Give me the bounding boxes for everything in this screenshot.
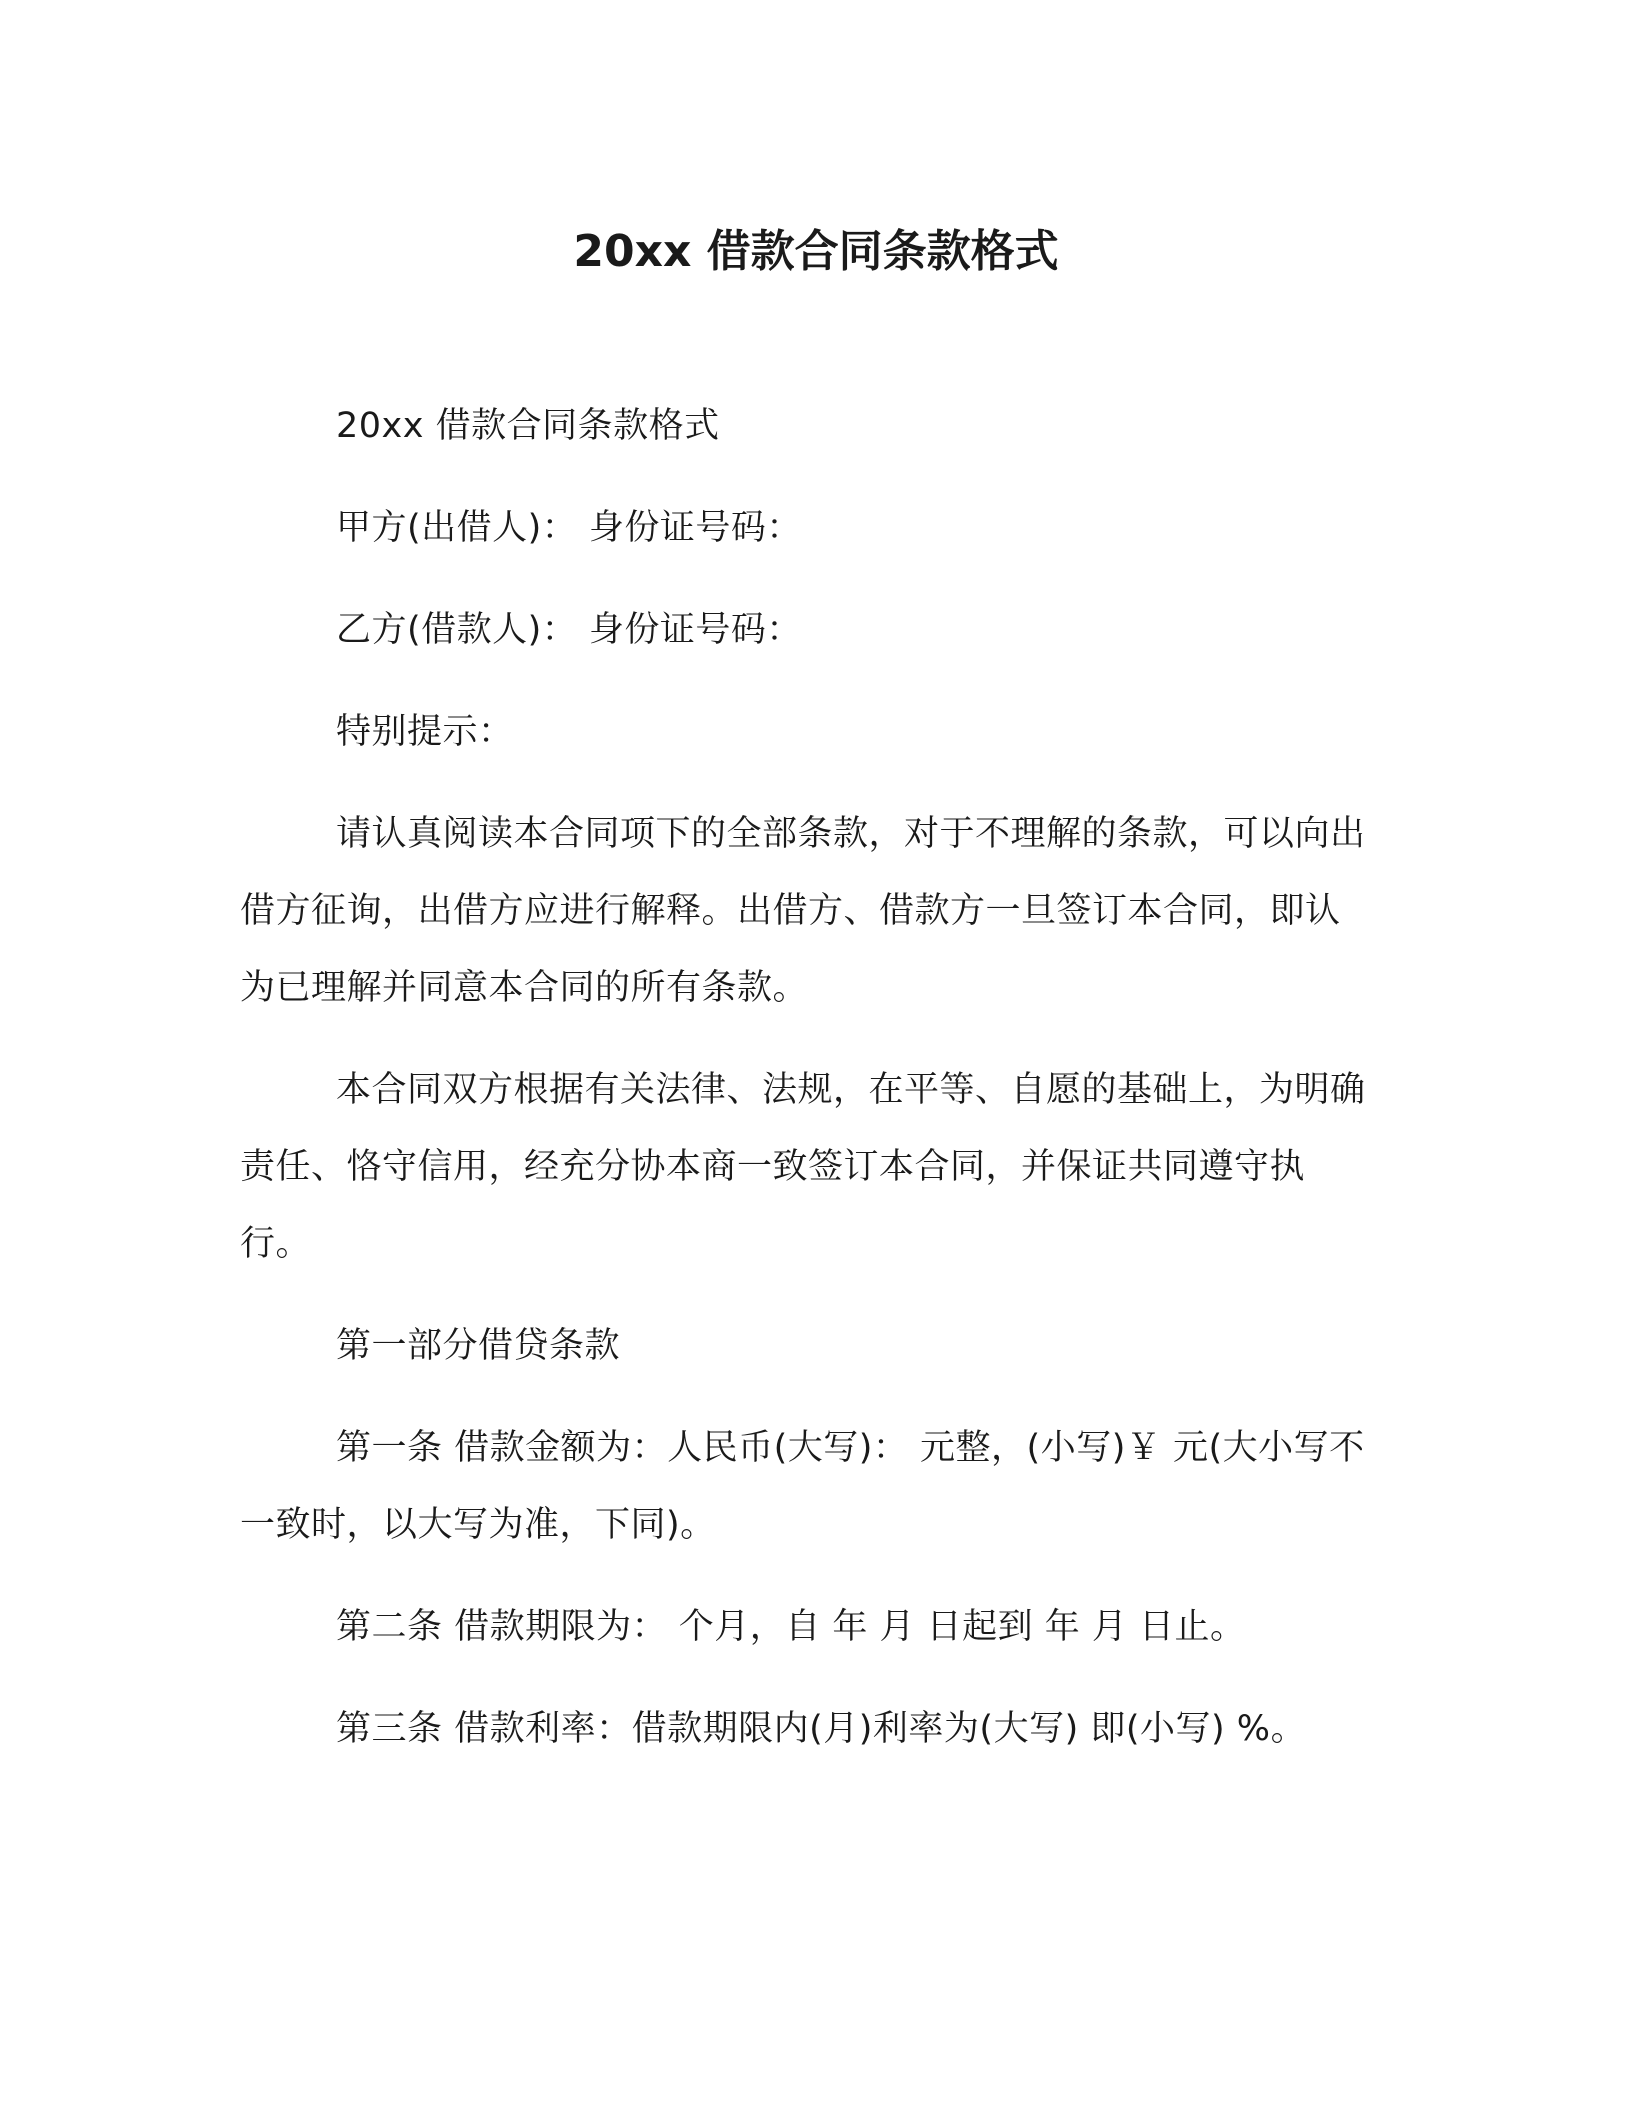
article-3-interest-rate: 第三条 借款利率：借款期限内(月)利率为(大写) 即(小写) %。 [336, 1709, 1307, 1749]
article-1-loan-amount: 第一条 借款金额为：人民币(大写)： 元整，(小写)￥ 元(大小写不一致时，以大写为准，下同)。 [240, 1428, 1365, 1545]
paragraph-party-a: 甲方(出借人)： 身份证号码： [336, 508, 802, 548]
paragraph-subtitle: 20xx 借款合同条款格式 [336, 406, 720, 446]
article-2-loan-term: 第二条 借款期限为： 个月，自 年 月 日起到 年 月 日止。 [336, 1607, 1246, 1647]
paragraph-special-notice: 请认真阅读本合同项下的全部条款，对于不理解的条款，可以向出借方征询，出借方应进行解释。出借方、借款方一旦签订本合同，即认为已理解并同意本合同的所有条款。 [240, 814, 1366, 1008]
paragraph-party-b: 乙方(借款人)： 身份证号码： [336, 610, 802, 650]
document-title: 20xx 借款合同条款格式 [573, 226, 1059, 277]
paragraph-preamble: 本合同双方根据有关法律、法规，在平等、自愿的基础上，为明确责任、恪守信用，经充分协本商一致签订本合同，并保证共同遵守执行。 [240, 1070, 1366, 1264]
paragraph-special-notice-heading: 特别提示： [336, 712, 514, 752]
section-heading-part-one: 第一部分借贷条款 [336, 1326, 621, 1366]
